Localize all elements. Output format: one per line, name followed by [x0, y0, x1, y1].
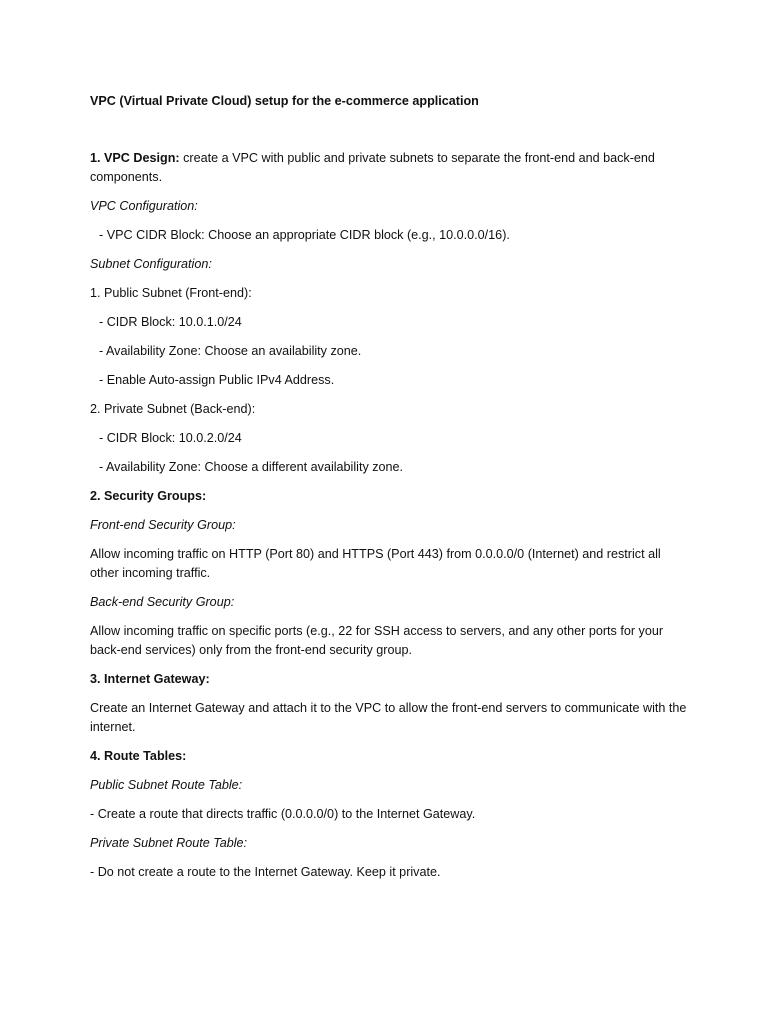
backend-security-group-label: Back-end Security Group:: [90, 595, 235, 609]
public-subnet-ipv4-item: - Enable Auto-assign Public IPv4 Address.: [99, 373, 335, 387]
document-title: VPC (Virtual Private Cloud) setup for the e-commerce application: [90, 94, 479, 108]
vpc-design-heading: 1. VPC Design:: [90, 151, 180, 165]
public-route-table-label: Public Subnet Route Table:: [90, 778, 243, 792]
document-body: [90, 92, 690, 892]
vpc-design-paragraph: [90, 149, 690, 187]
route-tables-heading: 4. Route Tables:: [90, 749, 187, 763]
public-route-table-text: - Create a route that directs traffic (0.0.0.0/0) to the Internet Gateway.: [90, 807, 476, 821]
internet-gateway-heading: 3. Internet Gateway:: [90, 672, 210, 686]
private-subnet-cidr-item: - CIDR Block: 10.0.2.0/24: [99, 431, 242, 445]
frontend-security-group-label: Front-end Security Group:: [90, 518, 236, 532]
frontend-security-group-text: Allow incoming traffic on HTTP (Port 80) and HTTPS (Port 443) from 0.0.0.0/0 (Internet) and restrict all other incoming traffic.: [90, 547, 661, 580]
subnet-configuration-label: Subnet Configuration:: [90, 257, 212, 271]
vpc-cidr-item: - VPC CIDR Block: Choose an appropriate CIDR block (e.g., 10.0.0.0/16).: [99, 228, 510, 242]
public-subnet-cidr-item: - CIDR Block: 10.0.1.0/24: [99, 315, 242, 329]
public-subnet-az-item: - Availability Zone: Choose an availability zone.: [99, 344, 362, 358]
private-subnet-title: 2. Private Subnet (Back-end):: [90, 402, 256, 416]
private-route-table-label: Private Subnet Route Table:: [90, 836, 248, 850]
private-subnet-az-item: - Availability Zone: Choose a different availability zone.: [99, 460, 404, 474]
vpc-design-text: create a VPC with public and private subnets to separate the front-end and back-end components.: [90, 151, 655, 184]
public-subnet-title: 1. Public Subnet (Front-end):: [90, 286, 252, 300]
private-route-table-text: - Do not create a route to the Internet Gateway. Keep it private.: [90, 865, 441, 879]
security-groups-heading: 2. Security Groups:: [90, 489, 207, 503]
internet-gateway-text: Create an Internet Gateway and attach it to the VPC to allow the front-end servers to communicate with the internet.: [90, 701, 687, 734]
backend-security-group-text: Allow incoming traffic on specific ports (e.g., 22 for SSH access to servers, and any other ports for your back-end services) only from the front-end security group.: [90, 624, 664, 657]
vpc-configuration-label: VPC Configuration:: [90, 199, 198, 213]
